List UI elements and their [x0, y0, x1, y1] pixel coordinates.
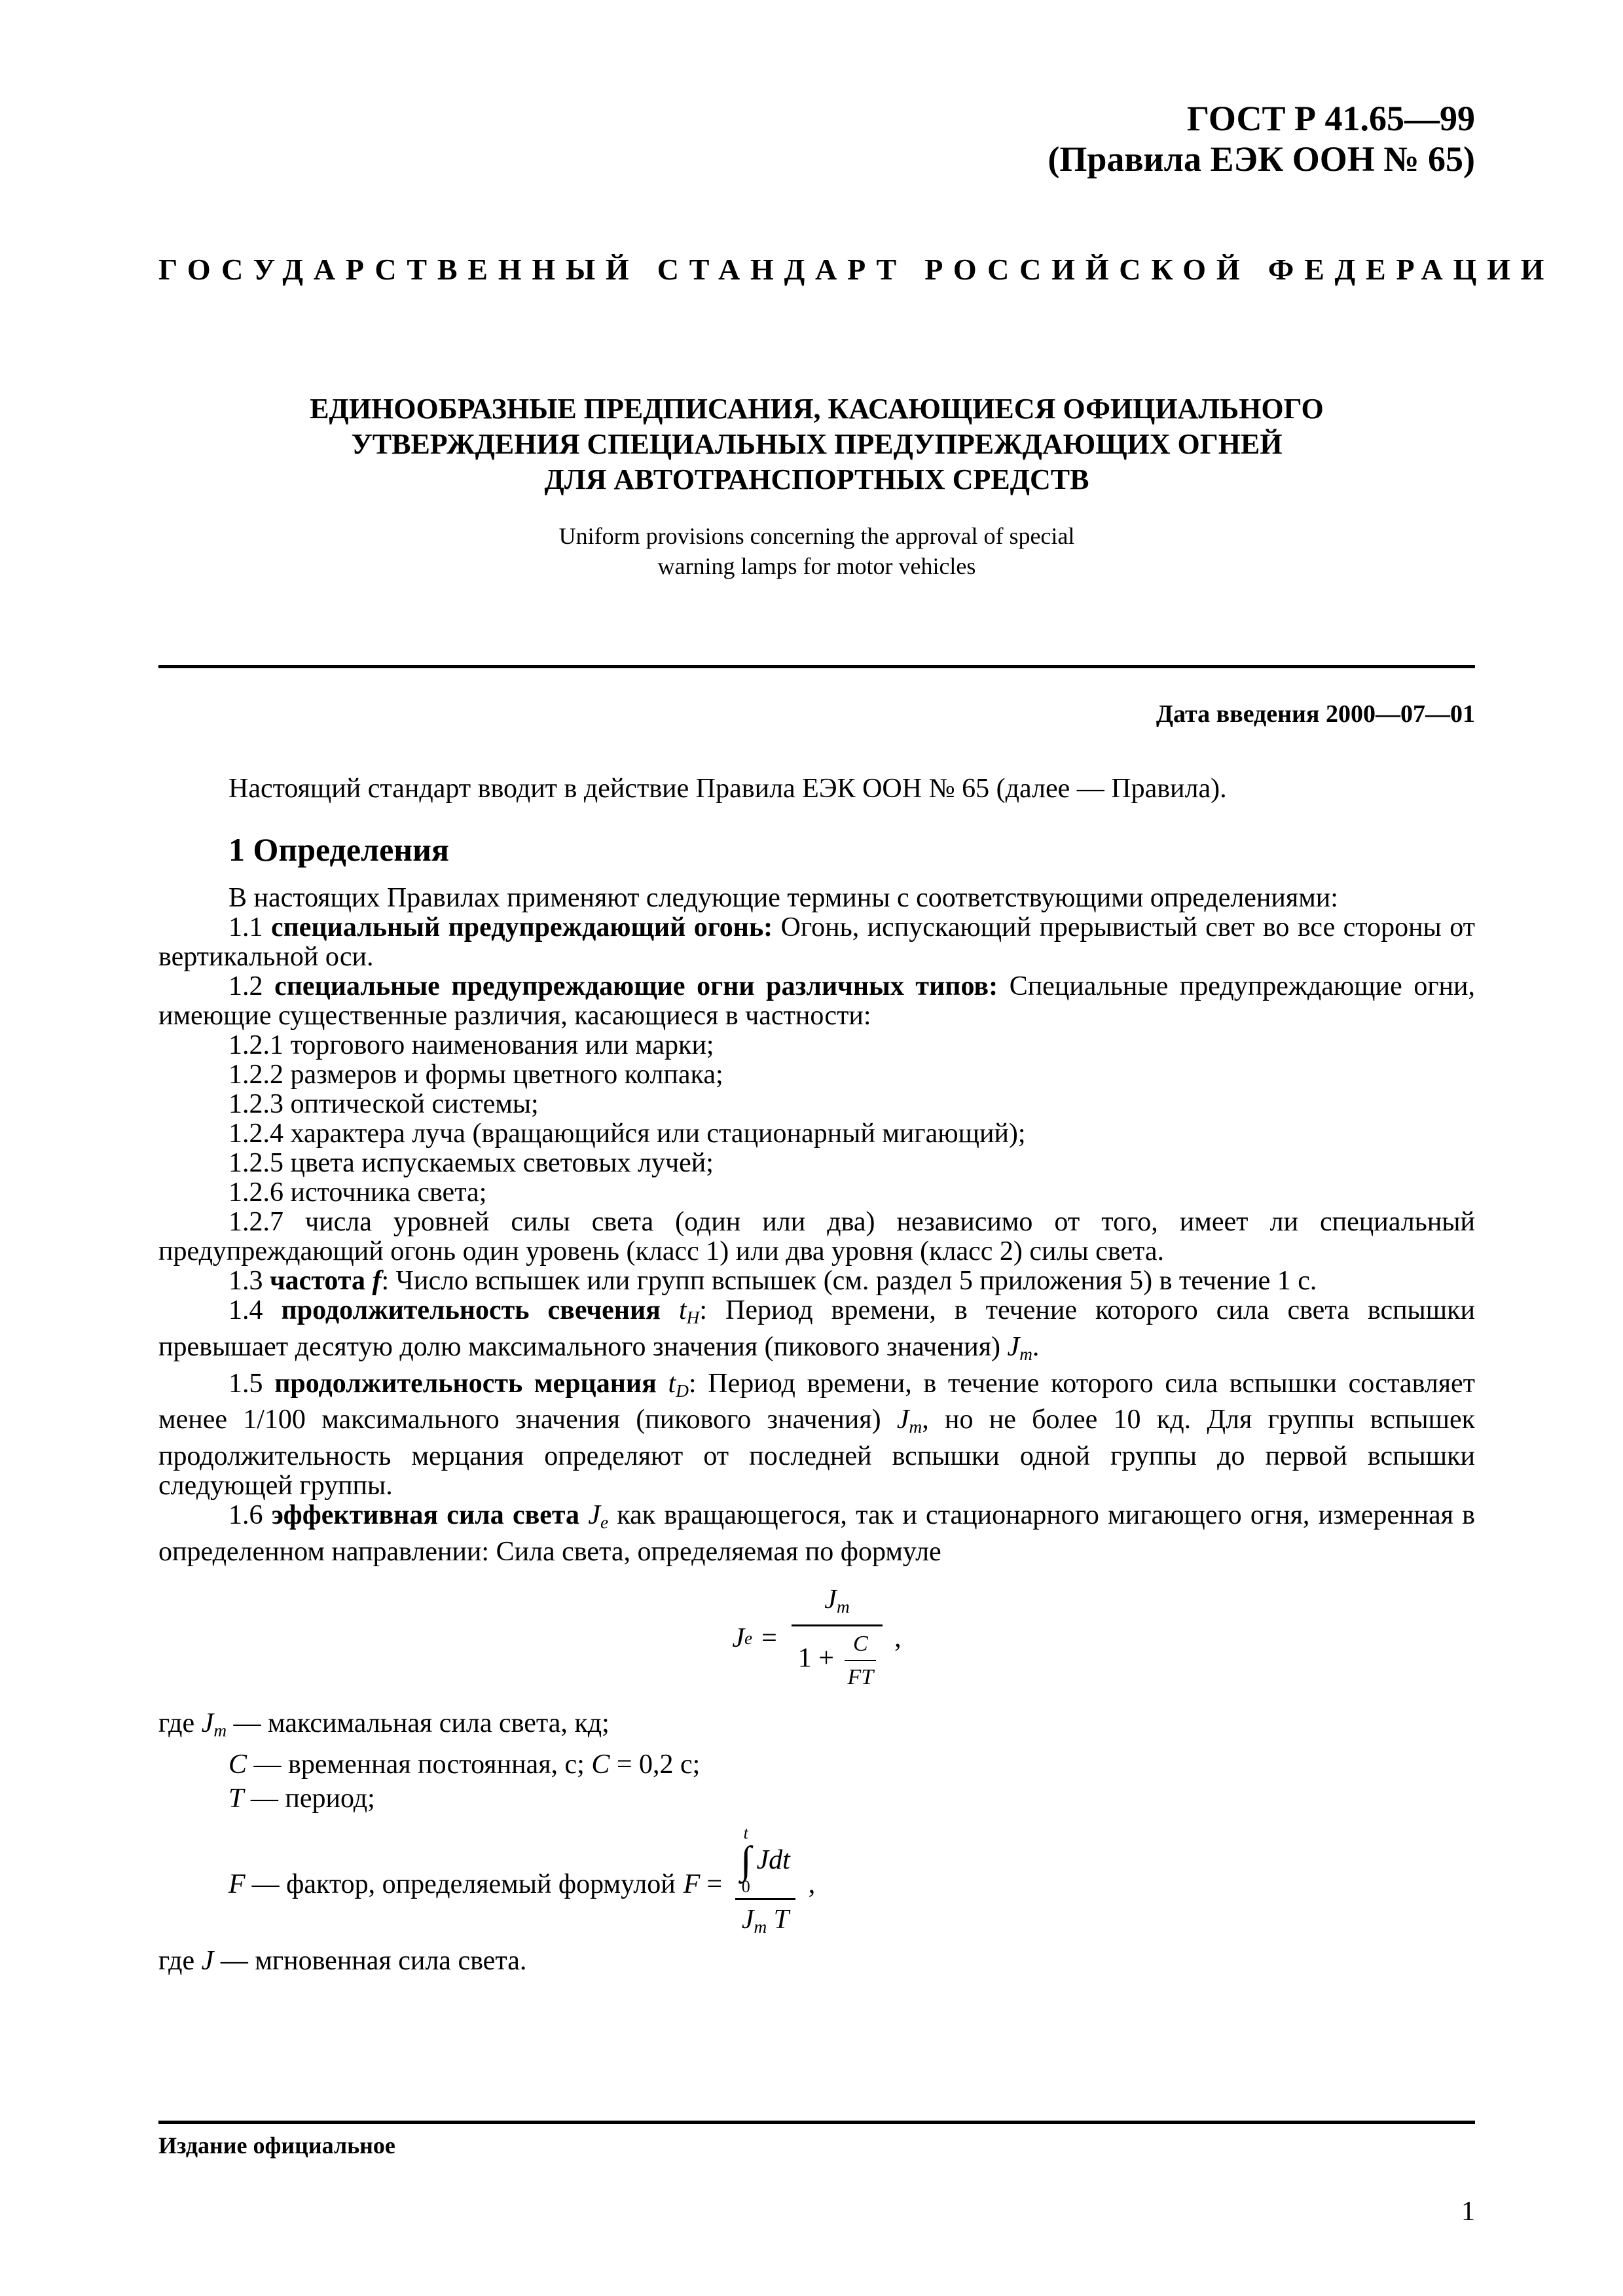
- symbol: J: [732, 1623, 744, 1653]
- definition-text: : Период времени, в течение которого сила света вспышки превышает десятую долю максимального значения (пикового значения): [158, 1295, 1476, 1362]
- symbol: J: [896, 1405, 909, 1435]
- equals-sign: =: [706, 1869, 723, 1899]
- symbol: J: [741, 1904, 754, 1935]
- punctuation: ,: [808, 1869, 816, 1899]
- where-item-f: [158, 1825, 1475, 1944]
- english-title-line1: Uniform provisions concerning the approval of special: [558, 523, 1075, 549]
- state-standard-heading: ГОСУДАРСТВЕННЫЙ СТАНДАРТ РОССИЙСКОЙ ФЕДЕРАЦИИ: [158, 253, 1555, 286]
- integrand: Jdt: [756, 1844, 790, 1875]
- subscript: m: [836, 1596, 850, 1617]
- integral-lower-limit: 0: [741, 1876, 750, 1896]
- symbol: T: [773, 1904, 790, 1935]
- symbol: C: [228, 1749, 247, 1780]
- section-lead: В настоящих Правилах применяют следующие термины с соответствующими определениями:: [228, 883, 1338, 913]
- definition-text: Огонь, испускающий прерывистый свет во все стороны от вертикальной оси.: [158, 912, 1476, 972]
- title-line3: ДЛЯ АВТОТРАНСПОРТНЫХ СРЕДСТВ: [544, 463, 1089, 495]
- list-item: 1.2.5 цвета испускаемых световых лучей;: [228, 1148, 714, 1178]
- inner-numerator: C: [852, 1631, 868, 1656]
- where-text: — фактор, определяемый формулой: [251, 1869, 676, 1899]
- list-item: 1.2.4 характера луча (вращающийся или стационарный мигающий);: [228, 1119, 1026, 1149]
- symbol: T: [228, 1783, 244, 1814]
- english-title: [158, 521, 1475, 581]
- page-footer: [158, 2121, 1475, 2227]
- definition-1-1: [158, 913, 1475, 972]
- subscript: H: [686, 1307, 700, 1327]
- definition-term: продолжительность мерцания: [274, 1368, 657, 1399]
- official-edition-label: Издание официальное: [158, 2132, 395, 2159]
- fraction: [792, 1585, 883, 1692]
- symbol: J: [824, 1585, 837, 1615]
- definition-number: 1.4: [228, 1295, 263, 1325]
- where-item-jm: [158, 1706, 1475, 1748]
- symbol: J: [588, 1500, 600, 1531]
- definition-number: 1.1: [228, 912, 263, 942]
- factor-fraction: [734, 1825, 797, 1944]
- definition-1-3: [158, 1266, 1475, 1296]
- definition-term: специальные предупреждающие огни различных типов:: [274, 971, 998, 1001]
- symbol: J: [1007, 1331, 1020, 1362]
- where-word: где: [158, 1945, 195, 1976]
- inner-fraction: [845, 1629, 876, 1692]
- standard-code: [158, 98, 1475, 179]
- equals-sign: =: [761, 1623, 777, 1653]
- factor-denominator: [735, 1898, 795, 1944]
- where-list: [158, 1706, 1475, 1978]
- definition-1-6: [158, 1501, 1475, 1567]
- definition-number: 1.2: [228, 971, 263, 1001]
- page-number: 1: [1461, 2197, 1475, 2227]
- definition-term: эффективная сила света: [271, 1500, 580, 1531]
- effective-intensity-formula: [158, 1585, 1475, 1692]
- subscript: m: [754, 1916, 767, 1937]
- punctuation: .: [1032, 1331, 1040, 1362]
- symbol: F: [683, 1869, 701, 1899]
- where-item-t: [158, 1782, 1475, 1816]
- standard-code-line1: ГОСТ Р 41.65—99: [1186, 99, 1475, 138]
- where-text: — период;: [250, 1783, 375, 1814]
- integral-upper-limit: t: [743, 1823, 748, 1842]
- where-item-j: [158, 1944, 1475, 1978]
- denominator-term: 1 +: [797, 1643, 834, 1674]
- list-item: 1.2.6 источника света;: [228, 1177, 487, 1208]
- introduction-date: Дата введения 2000—07—01: [1156, 700, 1475, 728]
- where-word: где: [158, 1708, 195, 1738]
- intro-paragraph: Настоящий стандарт вводит в действие Правила ЕЭК ООН № 65 (далее — Правила).: [228, 774, 1227, 804]
- definition-number: 1.6: [228, 1500, 263, 1531]
- list-item: 1.2.3 оптической системы;: [228, 1089, 539, 1119]
- subscript: e: [744, 1628, 753, 1648]
- symbol: t: [668, 1368, 676, 1399]
- symbol: t: [678, 1295, 687, 1325]
- definition-1-5: [158, 1369, 1475, 1501]
- definition-number: 1.3: [228, 1266, 263, 1296]
- integral-sign: [740, 1825, 751, 1895]
- document-page: [158, 98, 1555, 1978]
- fraction-numerator: [818, 1585, 856, 1624]
- title-line2: УТВЕРЖДЕНИЯ СПЕЦИАЛЬНЫХ ПРЕДУПРЕЖДАЮЩИХ ОГНЕЙ: [351, 428, 1283, 460]
- definition-text: : Число вспышек или групп вспышек (см. раздел 5 приложения 5) в течение 1 с.: [381, 1266, 1317, 1296]
- where-text: — временная постоянная, с;: [253, 1749, 585, 1780]
- subscript: e: [600, 1513, 609, 1533]
- definition-term: частота: [270, 1266, 365, 1296]
- definition-1-2: [158, 972, 1475, 1031]
- symbol: J: [201, 1945, 214, 1976]
- list-item: 1.2.2 размеров и формы цветного колпака;: [228, 1060, 723, 1090]
- footer-divider: [158, 2121, 1475, 2124]
- symbol: C: [591, 1749, 610, 1780]
- standard-code-line2: (Правила ЕЭК ООН № 65): [1048, 139, 1475, 179]
- english-title-line2: warning lamps for motor vehicles: [657, 553, 976, 579]
- definition-text: : Период времени, в течение которого сила вспышки составляет менее 1/100 максимального значения (пикового значения): [158, 1368, 1476, 1435]
- subscript: m: [909, 1417, 922, 1437]
- definition-1-4: [158, 1296, 1475, 1369]
- definition-term: специальный предупреждающий огонь:: [270, 912, 773, 942]
- symbol: f: [372, 1266, 382, 1296]
- integral-symbol: ∫: [740, 1838, 752, 1882]
- definition-number: 1.5: [228, 1368, 263, 1399]
- subscript: D: [676, 1380, 689, 1401]
- title-divider: [158, 665, 1475, 668]
- definition-text: , но не более 10 кд. Для группы вспышек продолжительность мерцания определяют от последней вспышки одной группы до первой вспышки следующей группы.: [158, 1405, 1475, 1501]
- section-heading: 1 Определения: [228, 831, 449, 868]
- symbol: F: [228, 1869, 246, 1899]
- integral: [734, 1825, 797, 1898]
- list-item: 1.2.1 торгового наименования или марки;: [228, 1030, 714, 1060]
- subscript: m: [1019, 1344, 1032, 1364]
- where-item-c: [158, 1748, 1475, 1782]
- where-text: — максимальная сила света, кд;: [233, 1708, 610, 1738]
- subscript: m: [213, 1720, 227, 1740]
- definition-text: как вращающегося, так и стационарного мигающего огня, измеренная в определенном направлении: Сила света, определяемая по формуле: [158, 1500, 1475, 1568]
- definition-term: продолжительность свечения: [281, 1295, 661, 1325]
- inner-denominator: FT: [845, 1660, 876, 1692]
- where-text: — мгновенная сила света.: [220, 1945, 527, 1976]
- punctuation: ,: [894, 1623, 902, 1653]
- document-body: [158, 774, 1475, 1978]
- list-item-1-2-7: 1.2.7 числа уровней силы света (один или два) независимо от того, имеет ли специальный предупреждающий огонь один уровень (класс 1) или два уровня (класс 2) силы света.: [158, 1207, 1475, 1266]
- title-line1: ЕДИНООБРАЗНЫЕ ПРЕДПИСАНИЯ, КАСАЮЩИЕСЯ ОФИЦИАЛЬНОГО: [310, 393, 1324, 425]
- symbol: J: [201, 1708, 214, 1738]
- definition-text: Специальные предупреждающие огни, имеющие существенные различия, касающиеся в частности:: [158, 971, 1476, 1031]
- where-value: = 0,2 с;: [616, 1749, 701, 1780]
- document-title: [158, 391, 1475, 497]
- fraction-denominator: [792, 1624, 883, 1692]
